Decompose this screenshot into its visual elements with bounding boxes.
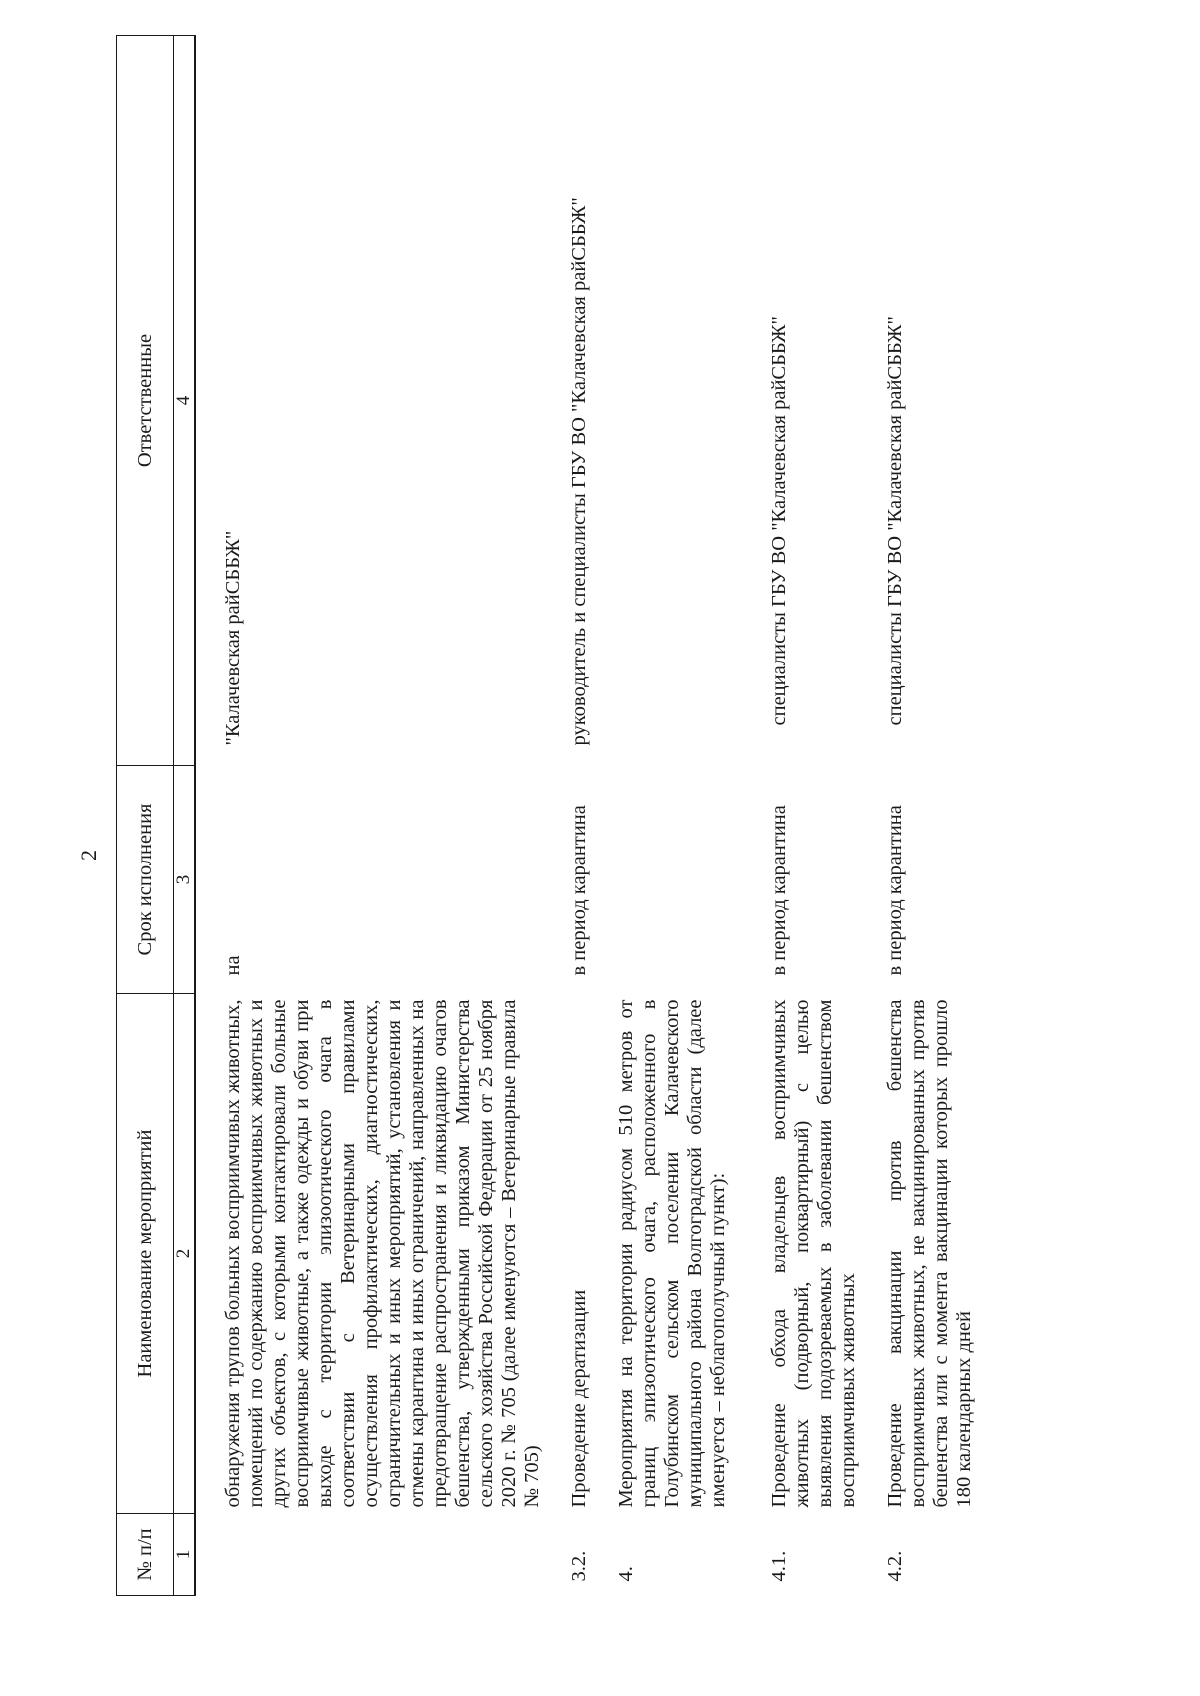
table-row [884, 36, 1000, 1596]
column-number-row [174, 36, 196, 1596]
measure-name: обнаружения трупов больных восприимчивых животных, помещений по содержанию восприимчивых животных и других объектов, с которыми контактировали больные восприимчивые животные, а также одежды и обуви при выходе с территории эпизоотического очага в соответствии с Ветеринарными правилами осуществления профилактических, диагностических, ограничительных и иных мероприятий, установления и отмены карантина и иных ограничений, направленных на предотвращение распространения и ликвидацию очагов бешенства, утвержденными приказом Министерства сельского хозяйства Российской Федерации от 25 ноября 2020 г. № 705 (далее именуются – Ветеринарные правила № 705) [222, 999, 543, 1508]
measure-deadline [615, 766, 768, 994]
measure-deadline: в период карантина [768, 805, 790, 976]
page-number: 2 [76, 850, 101, 861]
measure-responsible: "Калачевская райСББЖ" [222, 530, 244, 746]
measure-name: Проведение обхода владельцев восприимчивых животных (подворный, поквартирный) с целью выявления подозреваемых в заболевании бешенством восприимчивых животных [768, 999, 859, 1508]
measure-responsible [615, 36, 768, 766]
table-header-row [117, 36, 174, 1596]
measure-responsible: руководитель и специалисты ГБУ ВО "Калачевская райСББЖ" [568, 197, 590, 746]
column-number: 1 [174, 1514, 196, 1596]
measures-table [116, 35, 1000, 1596]
table-row [195, 36, 568, 1596]
column-number: 3 [174, 766, 196, 994]
measure-deadline: на [222, 955, 244, 976]
row-number: 3.2. [568, 1550, 590, 1582]
header-measures: Наименование мероприятий [117, 994, 174, 1514]
measure-responsible: специалисты ГБУ ВО "Калачевская райСББЖ" [884, 316, 906, 726]
measure-deadline: в период карантина [568, 805, 590, 976]
header-deadline: Срок исполнения [117, 766, 174, 994]
table-row [568, 36, 615, 1596]
header-responsible: Ответственные [117, 36, 174, 766]
measure-responsible: специалисты ГБУ ВО "Калачевская райСББЖ" [768, 316, 790, 726]
column-number: 2 [174, 994, 196, 1514]
row-number: 4.2. [884, 1550, 906, 1582]
row-number: 4.1. [768, 1550, 790, 1582]
measure-name: Проведение вакцинации против бешенства восприимчивых животных, не вакцинированных против бешенства или с момента вакцинации которых прошло 180 календарных дней [884, 999, 975, 1508]
table-row [768, 36, 884, 1596]
measure-name: Мероприятия на территории радиусом 510 метров от границ эпизоотического очага, расположенного в Голубинском сельском поселении Калачевского муниципального района Волгоградской области (далее именуется – неблагополучный пункт): [615, 999, 729, 1508]
row-number: 4. [615, 1566, 637, 1582]
table-row [615, 36, 768, 1596]
column-number: 4 [174, 36, 196, 766]
row-number [195, 1514, 568, 1596]
header-number: № п/п [117, 1514, 174, 1596]
measure-name: Проведение дератизации [568, 1289, 590, 1508]
measure-deadline: в период карантина [884, 805, 906, 976]
